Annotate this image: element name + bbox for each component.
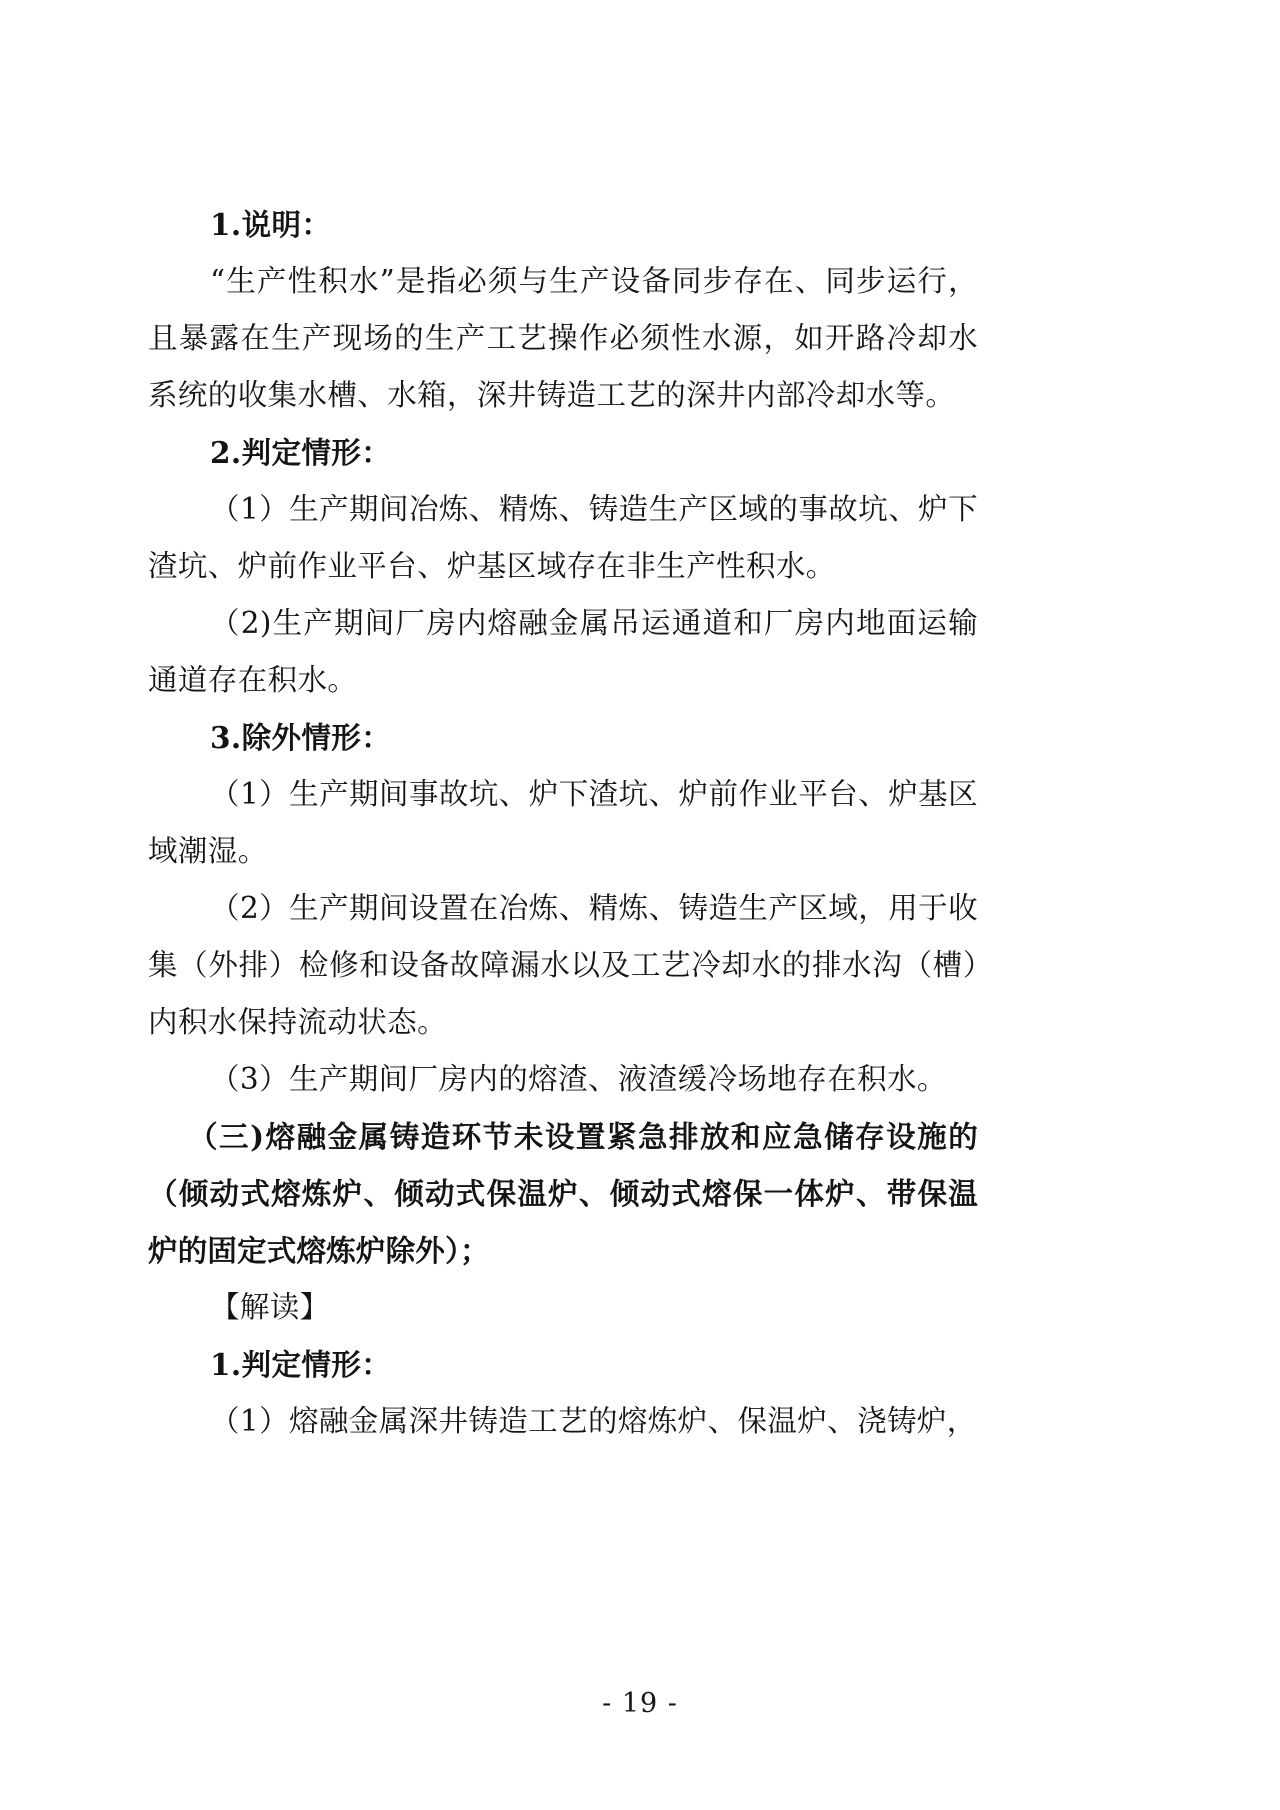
clause-heading: （三)熔融金属铸造环节未设置紧急排放和应急储存设施的（倾动式熔炼炉、倾动式保温炉、倾动式熔保一体炉、带保温炉的固定式熔炼炉除外）； (148, 1119, 978, 1268)
paragraph: （3）生产期间厂房内的熔渣、液渣缓冷场地存在积水。 (210, 1062, 947, 1096)
paragraph: （1）生产期间冶炼、精炼、铸造生产区域的事故坑、炉下渣坑、炉前作业平台、炉基区域存在非生产性积水。 (148, 492, 978, 583)
page-number: - 19 - (602, 1688, 678, 1719)
paragraph: （2）生产期间设置在冶炼、精炼、铸造生产区域，用于收集（外排）检修和设备故障漏水以及工艺冷却水的排水沟（槽）内积水保持流动状态。 (148, 891, 978, 1039)
paragraph: （1）生产期间事故坑、炉下渣坑、炉前作业平台、炉基区域潮湿。 (148, 777, 978, 868)
page-body (148, 196, 978, 1450)
annotation-label: 【解读】 (210, 1290, 330, 1324)
paragraph: “生产性积水”是指必须与生产设备同步存在、同步运行，且暴露在生产现场的生产工艺操作必须性水源，如开路冷却水系统的收集水槽、水箱，深井铸造工艺的深井内部冷却水等。 (148, 264, 978, 412)
paragraph: （1）熔融金属深井铸造工艺的熔炼炉、保温炉、浇铸炉， (210, 1404, 977, 1438)
section-heading: 2.判定情形： (210, 435, 392, 470)
section-heading: 1.说明： (210, 207, 332, 242)
section-heading: 1.判定情形： (210, 1347, 392, 1382)
section-heading: 3.除外情形： (210, 720, 392, 755)
paragraph: （2)生产期间厂房内熔融金属吊运通道和厂房内地面运输通道存在积水。 (148, 606, 978, 697)
